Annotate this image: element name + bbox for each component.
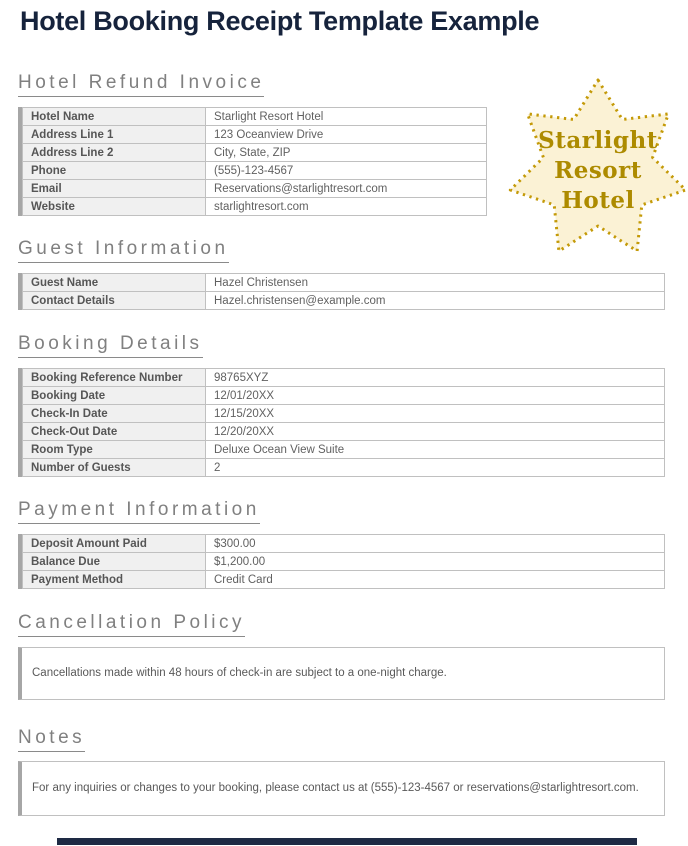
field-label: Guest Name	[23, 274, 206, 292]
section-heading-booking-details: Booking Details	[18, 334, 203, 358]
table-row	[23, 405, 665, 423]
field-value: Hazel Christensen	[206, 274, 665, 292]
table-row	[23, 553, 665, 571]
table-row	[23, 180, 487, 198]
table-row	[23, 108, 487, 126]
table-row	[23, 198, 487, 216]
cancellation-policy-text: Cancellations made within 48 hours of check-in are subject to a one-night charge.	[32, 667, 447, 679]
footer-accent-bar	[57, 838, 637, 845]
field-value: Starlight Resort Hotel	[206, 108, 487, 126]
hotel-logo-star-badge	[506, 74, 688, 258]
hotel-info-table	[18, 107, 487, 216]
field-label: Contact Details	[23, 292, 206, 310]
star-badge-label	[506, 126, 688, 216]
star-badge-line2: Resort	[554, 157, 642, 184]
table-row	[23, 369, 665, 387]
guest-info-table	[18, 273, 665, 310]
field-value: 12/20/20XX	[206, 423, 665, 441]
field-label: Website	[23, 198, 206, 216]
field-label: Check-Out Date	[23, 423, 206, 441]
star-badge-line1: Starlight	[538, 127, 658, 154]
table-row	[23, 162, 487, 180]
table-row	[23, 571, 665, 589]
field-value: Credit Card	[206, 571, 665, 589]
field-value: 123 Oceanview Drive	[206, 126, 487, 144]
notes-text: For any inquiries or changes to your booking, please contact us at (555)-123-4567 or reservations@starlightresort.com.	[32, 782, 639, 794]
field-label: Booking Date	[23, 387, 206, 405]
table-row	[23, 387, 665, 405]
table-row	[23, 292, 665, 310]
notes-box	[18, 761, 665, 816]
table-row	[23, 423, 665, 441]
section-heading-payment-information: Payment Information	[18, 500, 260, 524]
section-heading-guest-information: Guest Information	[18, 239, 229, 263]
page-title: Hotel Booking Receipt Template Example	[20, 6, 540, 36]
section-heading-notes: Notes	[18, 728, 85, 752]
section-heading-cancellation-policy: Cancellation Policy	[18, 613, 245, 637]
field-value: (555)-123-4567	[206, 162, 487, 180]
field-label: Deposit Amount Paid	[23, 535, 206, 553]
table-row	[23, 274, 665, 292]
field-label: Phone	[23, 162, 206, 180]
field-value: starlightresort.com	[206, 198, 487, 216]
field-label: Hotel Name	[23, 108, 206, 126]
star-badge-line3: Hotel	[561, 187, 635, 214]
field-label: Balance Due	[23, 553, 206, 571]
field-value: 2	[206, 459, 665, 477]
field-label: Address Line 1	[23, 126, 206, 144]
field-label: Booking Reference Number	[23, 369, 206, 387]
section-heading-hotel-refund-invoice: Hotel Refund Invoice	[18, 73, 264, 97]
table-row	[23, 126, 487, 144]
field-label: Payment Method	[23, 571, 206, 589]
field-label: Room Type	[23, 441, 206, 459]
field-value: City, State, ZIP	[206, 144, 487, 162]
field-value: 98765XYZ	[206, 369, 665, 387]
field-value: Reservations@starlightresort.com	[206, 180, 487, 198]
table-row	[23, 441, 665, 459]
field-value: 12/01/20XX	[206, 387, 665, 405]
cancellation-policy-box	[18, 647, 665, 700]
field-label: Address Line 2	[23, 144, 206, 162]
payment-info-table	[18, 534, 665, 589]
field-value: 12/15/20XX	[206, 405, 665, 423]
field-label: Number of Guests	[23, 459, 206, 477]
field-label: Email	[23, 180, 206, 198]
field-value: $300.00	[206, 535, 665, 553]
table-row	[23, 535, 665, 553]
field-label: Check-In Date	[23, 405, 206, 423]
table-row	[23, 144, 487, 162]
field-value: $1,200.00	[206, 553, 665, 571]
booking-details-table	[18, 368, 665, 477]
table-row	[23, 459, 665, 477]
field-value: Deluxe Ocean View Suite	[206, 441, 665, 459]
field-value: Hazel.christensen@example.com	[206, 292, 665, 310]
